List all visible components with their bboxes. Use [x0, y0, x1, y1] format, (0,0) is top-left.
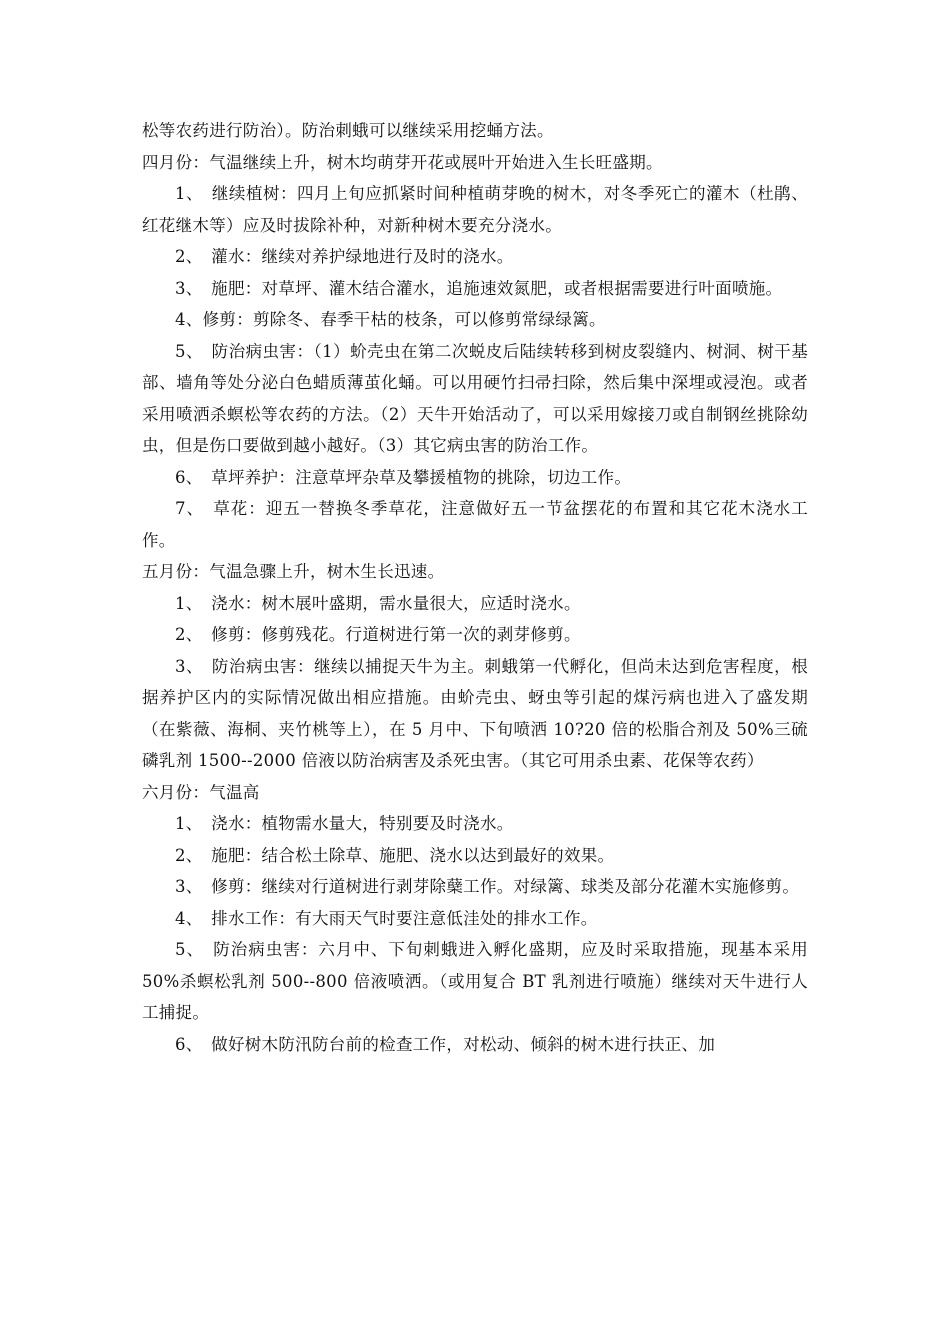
list-item-april-4: 4、修剪：剪除冬、春季干枯的枝条，可以修剪常绿绿篱。 — [175, 310, 606, 329]
list-item-april-2: 2、 灌水：继续对养护绿地进行及时的浇水。 — [175, 247, 514, 266]
section-heading-june: 六月份：气温高 — [142, 782, 260, 802]
list-item-april-1: 1、 继续植树：四月上旬应抓紧时间种植萌芽晚的树木，对冬季死亡的灌木（杜鹃、红花继木等）应及时拔除补种，对新种树木要充分浇水。 — [142, 184, 808, 235]
section-heading-april: 四月份：气温继续上升，树木均萌芽开花或展叶开始进入生长旺盛期。 — [142, 152, 663, 172]
list-item-june-2: 2、 施肥：结合松土除草、施肥、浇水以达到最好的效果。 — [175, 845, 615, 865]
list-item-may-1: 1、 浇水：树木展叶盛期，需水量很大，应适时浇水。 — [175, 593, 581, 613]
document-page — [142, 115, 808, 1060]
list-item-april-7: 7、 草花：迎五一替换冬季草花，注意做好五一节盆摆花的布置和其它花木浇水工作。 — [142, 499, 808, 550]
section-heading-may: 五月份：气温急骤上升，树木生长迅速。 — [142, 562, 445, 581]
list-item-june-5: 5、 防治病虫害：六月中、下旬刺蛾进入孵化盛期，应及时采取措施，现基本采用 50%杀螟松乳剂 500--800 倍液喷洒。（或用复合 BT 乳剂进行喷施）继续对天牛进行人工捕捉。 — [142, 940, 808, 1022]
list-item-may-3: 3、 防治病虫害：继续以捕捉天牛为主。刺蛾第一代孵化，但尚未达到危害程度，根据养护区内的实际情况做出相应措施。由蚧壳虫、蚜虫等引起的煤污病也进入了盛发期（在紫薇、海桐、夹竹桃等上），在 5 月中、下旬喷洒 10?20 倍的松脂合剂及 50%三硫磷乳剂 1500--2000 倍液以防治病害及杀死虫害。（其它可用杀虫素、花保等农药） — [142, 656, 808, 770]
list-item-june-1: 1、 浇水：植物需水量大，特别要及时浇水。 — [175, 814, 514, 833]
list-item-june-6: 6、 做好树木防汛防台前的检查工作，对松动、倾斜的树木进行扶正、加 — [175, 1034, 716, 1054]
list-item-june-3: 3、 修剪：继续对行道树进行剥芽除蘖工作。对绿篱、球类及部分花灌木实施修剪。 — [175, 877, 800, 896]
list-item-june-4: 4、 排水工作：有大雨天气时要注意低洼处的排水工作。 — [175, 908, 598, 928]
list-item-may-2: 2、 修剪：修剪残花。行道树进行第一次的剥芽修剪。 — [175, 625, 581, 644]
list-item-april-3: 3、 施肥：对草坪、灌木结合灌水，追施速效氮肥，或者根据需要进行叶面喷施。 — [175, 278, 783, 298]
list-item-april-6: 6、 草坪养护：注意草坪杂草及攀援植物的挑除，切边工作。 — [175, 467, 632, 487]
list-item-april-5: 5、 防治病虫害：（1）蚧壳虫在第二次蜕皮后陆续转移到树皮裂缝内、树洞、树干基部、墙角等处分泌白色蜡质薄茧化蛹。可以用硬竹扫帚扫除，然后集中深埋或浸泡。或者采用喷洒杀螟松等农药的方法。（2）天牛开始活动了，可以采用嫁接刀或自制钢丝挑除幼虫，但是伤口要做到越小越好。（3）其它病虫害的防治工作。 — [142, 341, 808, 455]
paragraph-continuation: 松等农药进行防治）。防治刺蛾可以继续采用挖蛹方法。 — [142, 121, 554, 140]
